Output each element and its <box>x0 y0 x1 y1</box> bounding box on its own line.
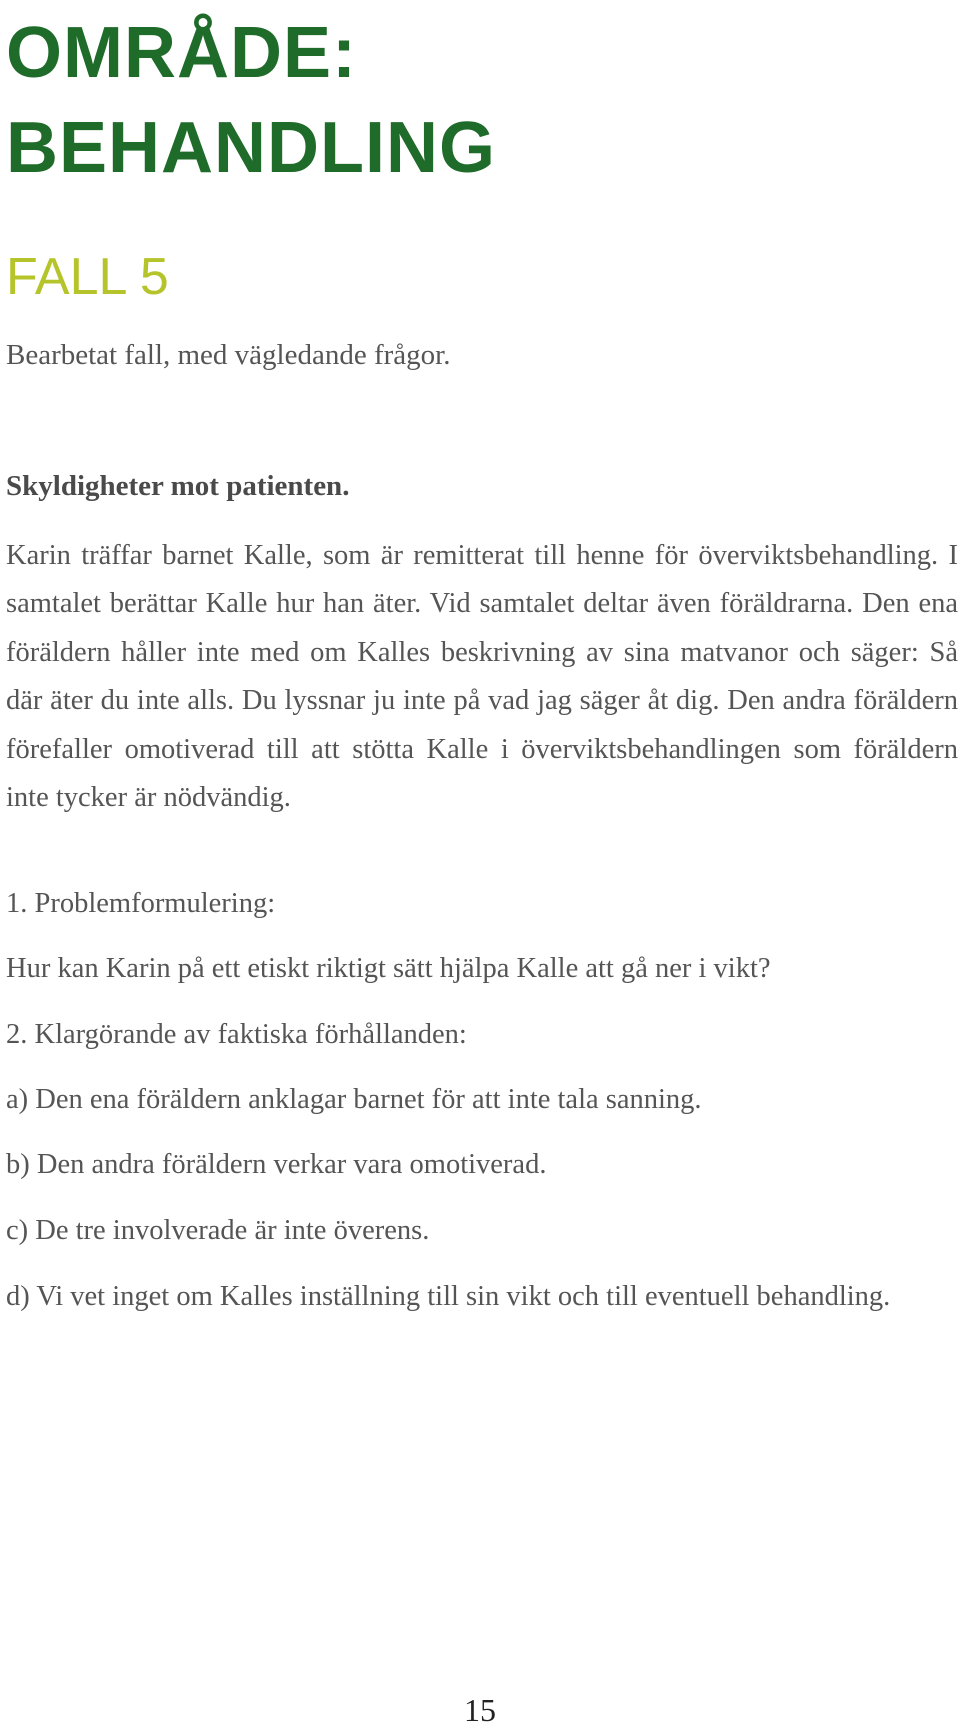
case-title: FALL 5 <box>6 248 169 306</box>
area-title <box>6 6 946 196</box>
facts-heading: 2. Klargörande av faktiska förhållanden: <box>6 1019 467 1050</box>
problem-heading: 1. Problemformulering: <box>6 888 276 919</box>
fact-item-a: a) Den ena föräldern anklagar barnet för att inte tala sanning. <box>6 1084 702 1115</box>
case-subtitle: Bearbetat fall, med vägledande frågor. <box>6 339 451 371</box>
case-description-paragraph: Karin träffar barnet Kalle, som är remitterat till henne för överviktsbehandling. I samtalet berättar Kalle hur han äter. Vid samtalet deltar även föräldrarna. Den ena föräldern håller inte med om Kalles beskrivning av sina matvanor och säger: Så där äter du inte alls. Du lyssnar ju inte på vad jag säger åt dig. Den andra föräldern förefaller omotiverad till att stötta Kalle i överviktsbehandlingen som föräldern inte tycker är nödvändig. <box>6 540 958 814</box>
area-title-line-2: BEHANDLING <box>6 108 496 188</box>
fact-item-b: b) Den andra föräldern verkar vara omotiverad. <box>6 1149 547 1180</box>
fact-item-d: d) Vi vet inget om Kalles inställning till sin vikt och till eventuell behandling. <box>6 1281 891 1312</box>
section-heading: Skyldigheter mot patienten. <box>6 470 350 502</box>
page-number: 15 <box>464 1692 496 1728</box>
problem-question: Hur kan Karin på ett etiskt riktigt sätt hjälpa Kalle att gå ner i vikt? <box>6 953 771 984</box>
fact-item-c: c) De tre involverade är inte överens. <box>6 1215 430 1246</box>
area-title-line-1: OMRÅDE: <box>6 13 357 93</box>
